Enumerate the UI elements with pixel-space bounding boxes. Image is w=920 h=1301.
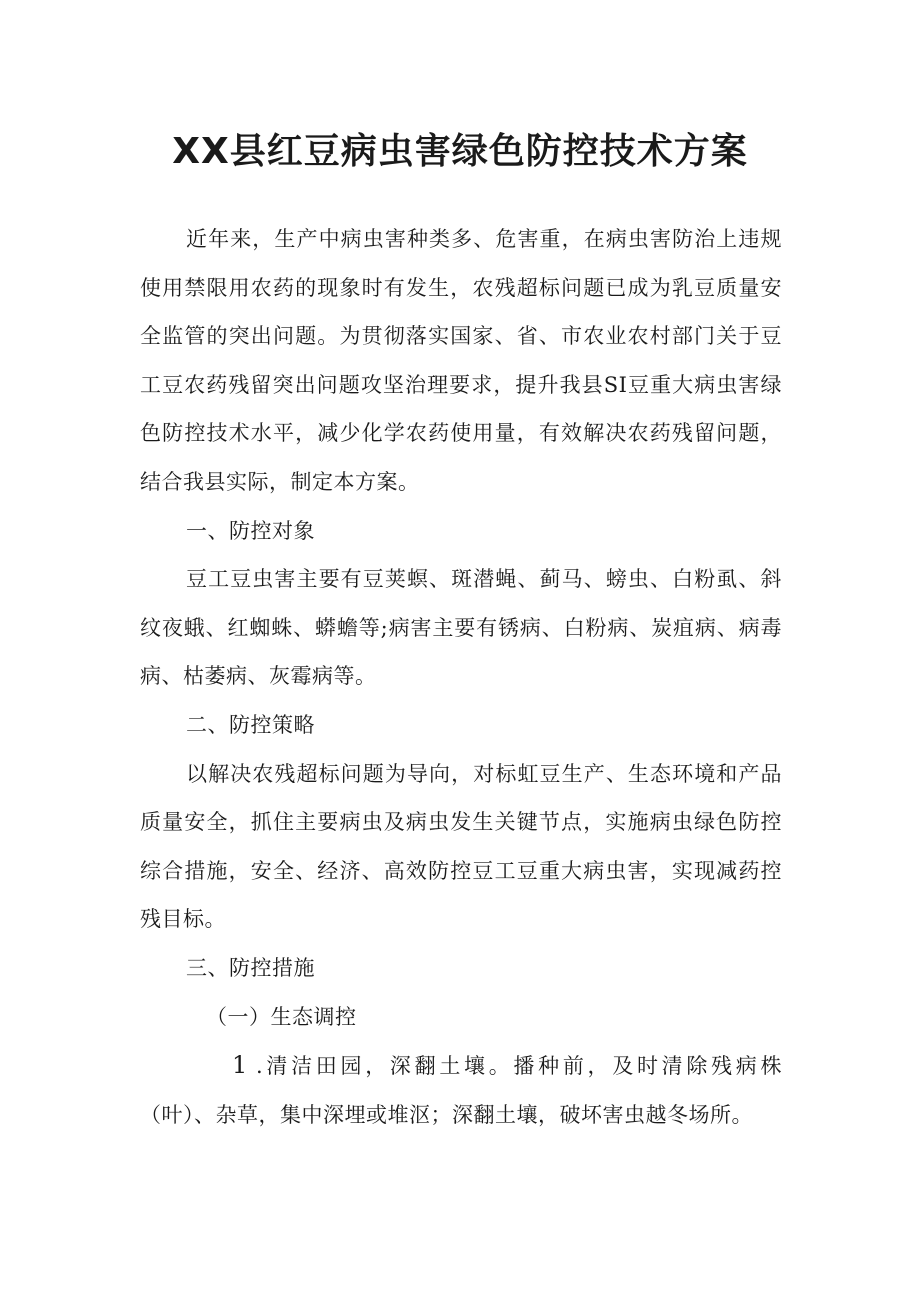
list-item-text: .清洁田园，深翻土壤。播种前，及时清除残病株（叶）、杂草，集中深埋或堆沤；深翻土壤，破坏害虫越冬场所。: [140, 1054, 782, 1127]
subsection-heading-3-1: （一）生态调控: [206, 1004, 357, 1029]
section-heading-1: 一、防控对象: [186, 518, 315, 543]
section-1-paragraph: 豆工豆虫害主要有豆荚螟、斑潜蝇、蓟马、螃虫、白粉虱、斜纹夜蛾、红蜘蛛、蟒蟾等;病害主要有锈病、白粉病、炭疽病、病毒病、枯萎病、灰霉病等。: [140, 567, 782, 689]
list-item-number: 1: [232, 1051, 248, 1080]
list-item: [140, 1041, 782, 1139]
document-body: [140, 215, 782, 1139]
section-heading-3: 三、防控措施: [186, 955, 315, 980]
intro-paragraph: 近年来，生产中病虫害种类多、危害重，在病虫害防治上违规使用禁限用农药的现象时有发生，农残超标问题已成为乳豆质量安全监管的突出问题。为贯彻落实国家、省、市农业农村部门关于豆工豆农药残留突出问题攻坚治理要求，提升我县SI豆重大病虫害绿色防控技术水平，减少化学农药使用量，有效解决农药残留问题，结合我县实际，制定本方案。: [140, 227, 782, 494]
document-title: XX县红豆病虫害绿色防控技术方案: [172, 131, 748, 172]
section-heading-2: 二、防控策略: [186, 712, 315, 737]
section-2-paragraph: 以解决农残超标问题为导向，对标虹豆生产、生态环境和产品质量安全，抓住主要病虫及病虫发生关键节点，实施病虫绿色防控综合措施，安全、经济、高效防控豆工豆重大病虫害，实现减药控残目标。: [140, 761, 782, 932]
